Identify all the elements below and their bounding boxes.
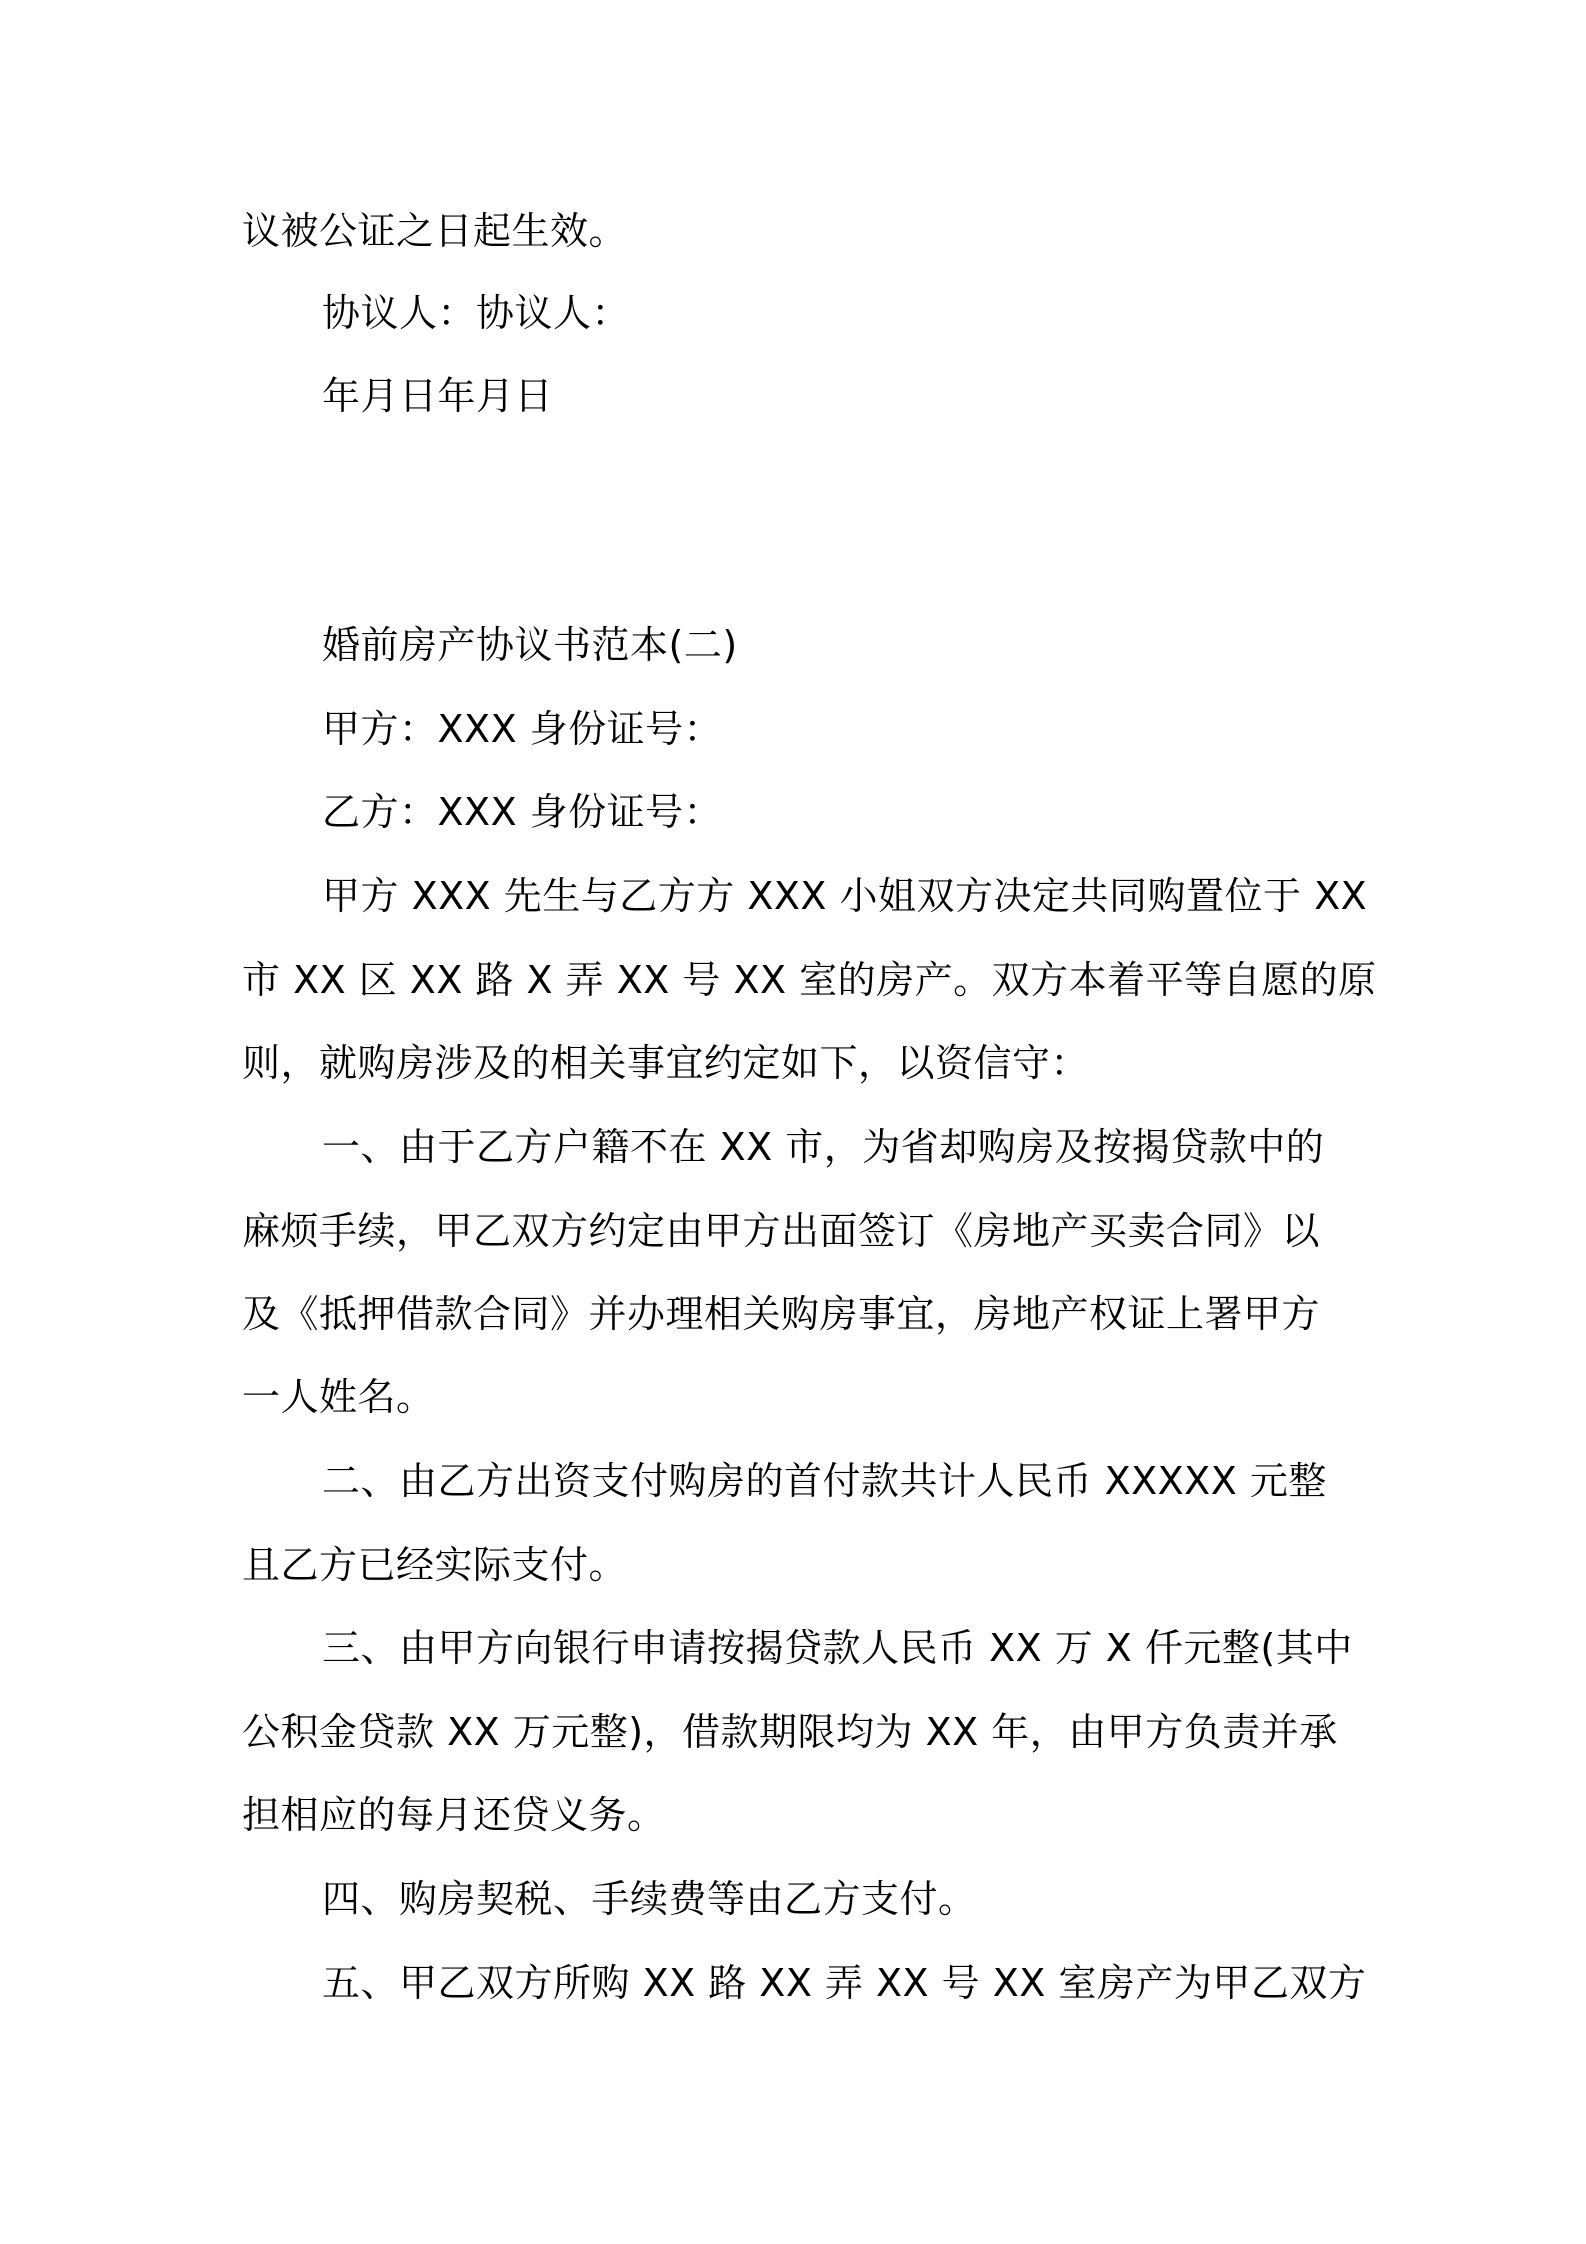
text-line-clause-3-a: 三、由甲方向银行申请按揭贷款人民币 XX 万 X 仟元整(其中 [322,1626,1353,1670]
document-title: 婚前房产协议书范本(二) [322,623,738,667]
text-line-clause-1-a: 一、由于乙方户籍不在 XX 市，为省却购房及按揭贷款中的 [322,1125,1325,1169]
text-line-signatories: 协议人：协议人： [322,291,631,335]
text-line-clause-3-b: 公积金贷款 XX 万元整)，借款期限均为 XX 年，由甲方负责并承 [242,1710,1338,1754]
text-line-preamble-3: 则，就购房涉及的相关事宜约定如下，以资信守： [242,1041,1090,1085]
text-line-clause-2-b: 且乙方已经实际支付。 [242,1543,628,1587]
text-line-clause-1-c: 及《抵押借款合同》并办理相关购房事宜，房地产权证上署甲方 [242,1292,1321,1336]
text-line-party-a: 甲方：XXX 身份证号： [322,707,723,751]
text-line-clause-3-c: 担相应的每月还贷义务。 [242,1793,666,1837]
text-line-clause-5-a: 五、甲乙双方所购 XX 路 XX 弄 XX 号 XX 室房产为甲乙双方 [322,1961,1367,2005]
text-line-signing-dates: 年月日年月日 [322,374,554,418]
text-line-preamble-1: 甲方 XXX 先生与乙方方 XXX 小姐双方决定共同购置位于 XX [322,874,1368,918]
text-line-clause-1-b: 麻烦手续，甲乙双方约定由甲方出面签订《房地产买卖合同》以 [242,1209,1321,1253]
text-line-party-b: 乙方：XXX 身份证号： [322,790,723,834]
text-line-preamble-2: 市 XX 区 XX 路 X 弄 XX 号 XX 室的房产。双方本着平等自愿的原 [242,958,1377,1002]
text-line-clause-2-a: 二、由乙方出资支付购房的首付款共计人民币 XXXXX 元整 [322,1459,1327,1503]
text-line-effective-date: 议被公证之日起生效。 [242,209,628,253]
text-line-clause-4: 四、购房契税、手续费等由乙方支付。 [322,1877,977,1921]
text-line-clause-1-d: 一人姓名。 [242,1375,435,1419]
